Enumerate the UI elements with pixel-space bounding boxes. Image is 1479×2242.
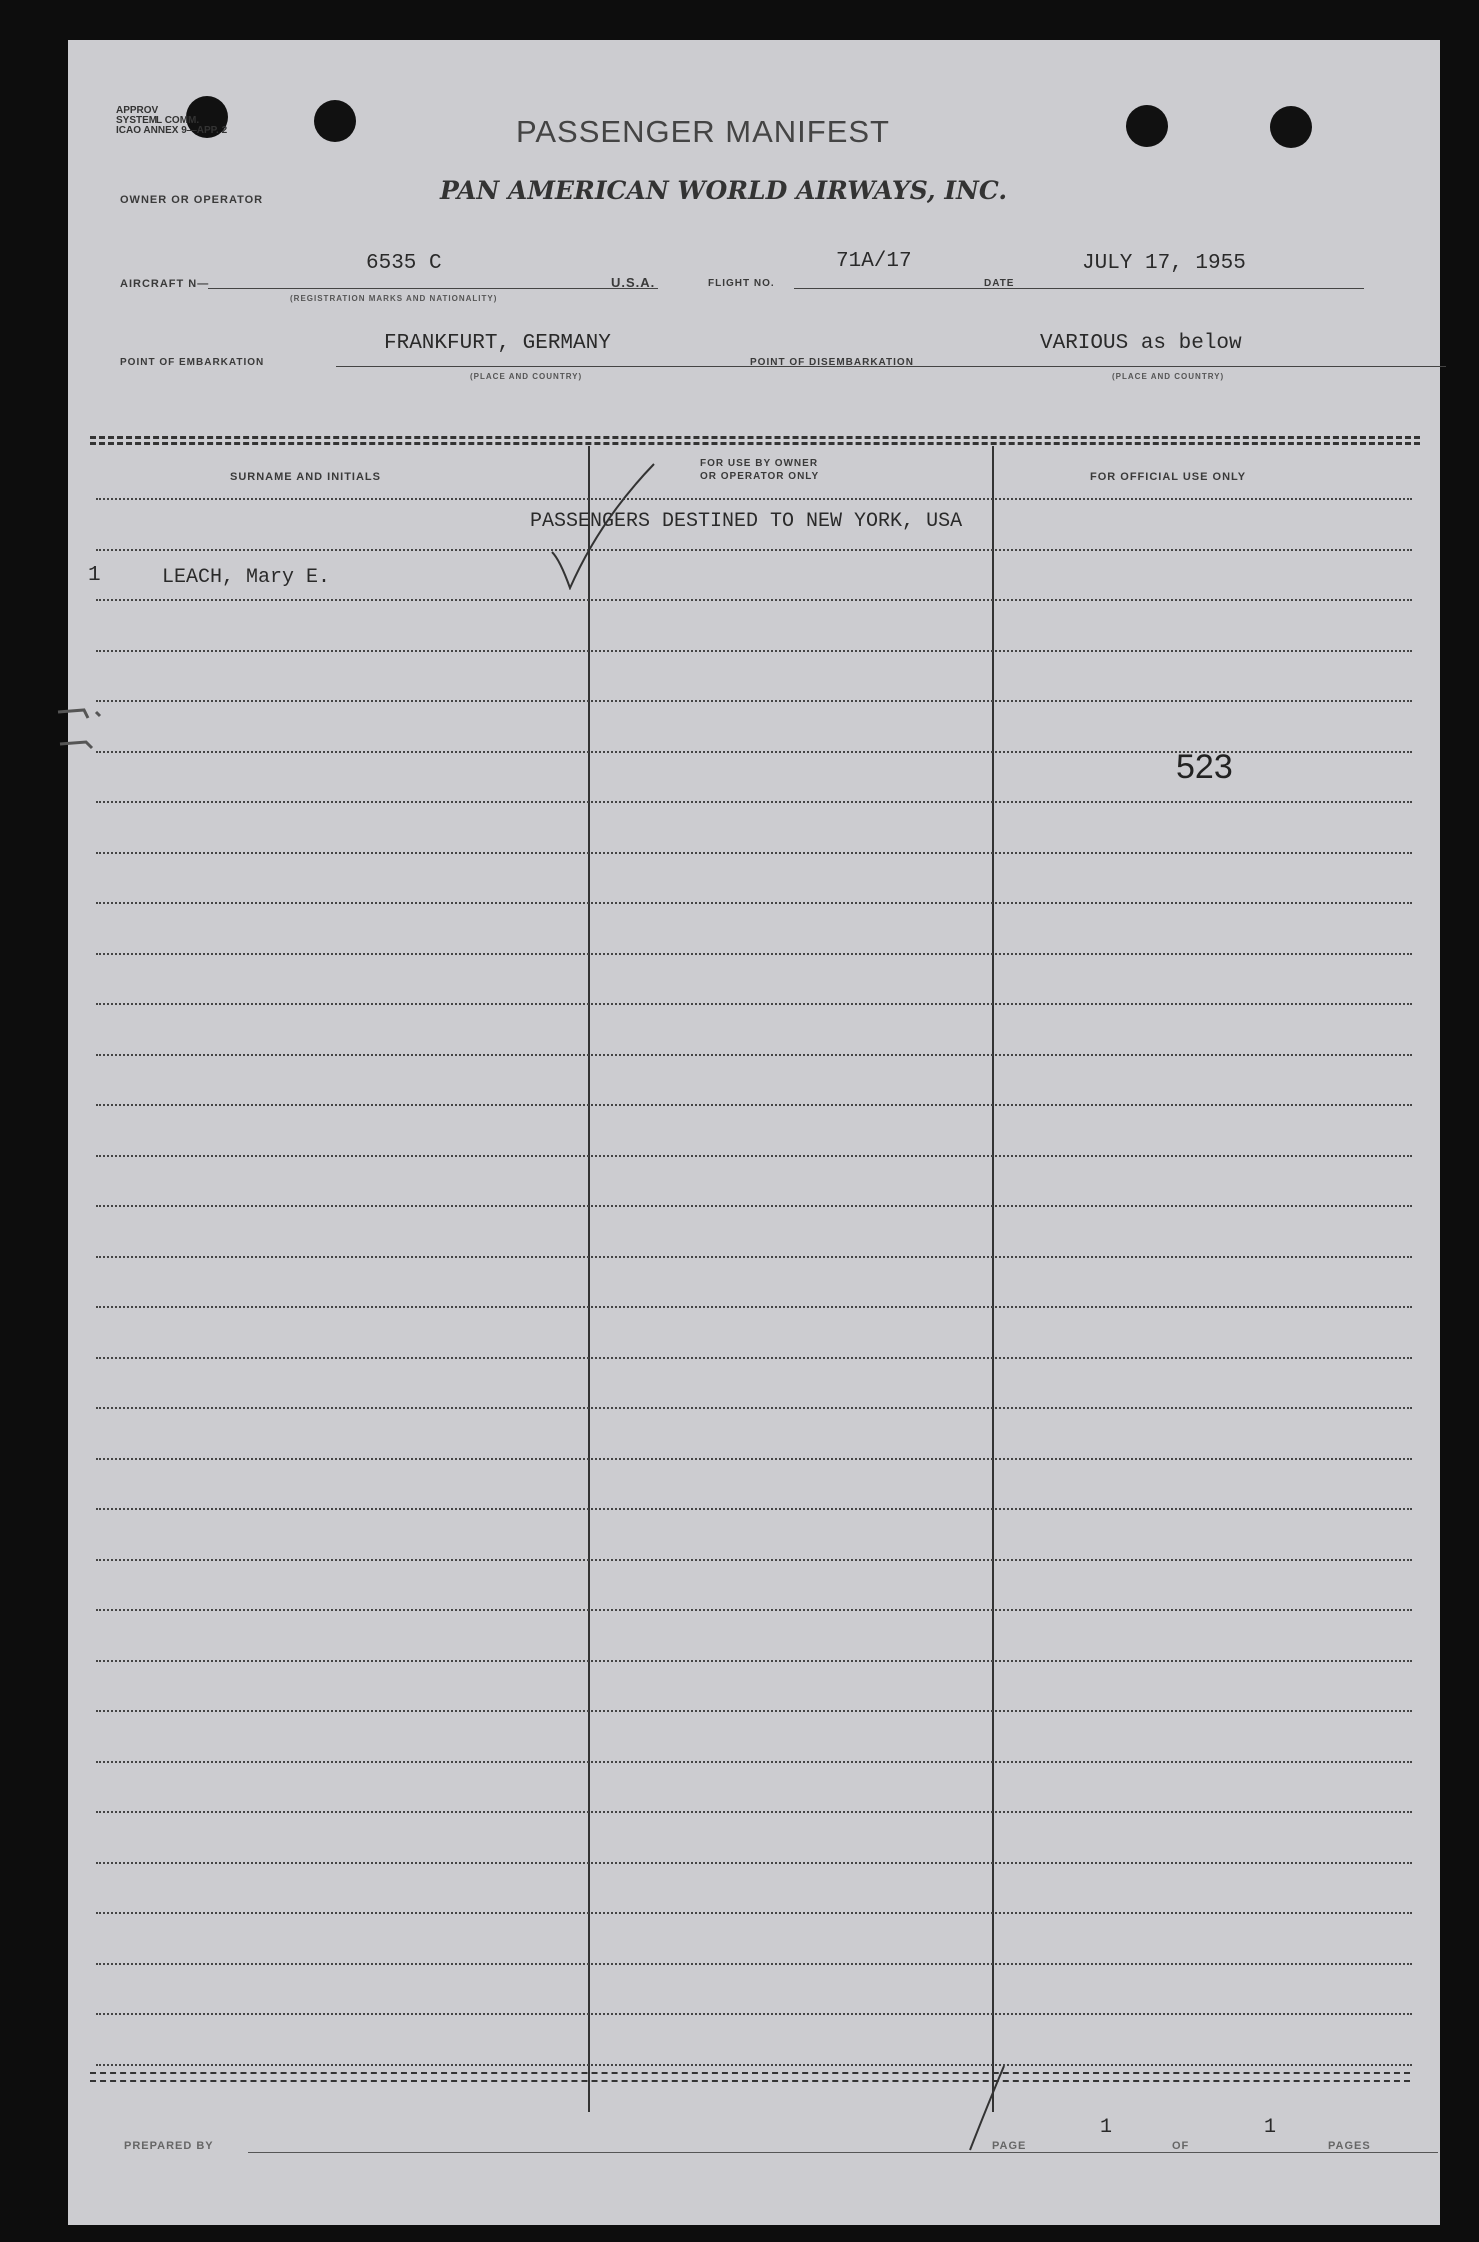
table-bottom-rule xyxy=(90,2072,1410,2074)
table-row-line xyxy=(96,1660,1412,1662)
section-note: PASSENGERS DESTINED TO NEW YORK, USA xyxy=(530,510,963,533)
table-row-line xyxy=(96,1862,1412,1864)
table-top-rule xyxy=(90,436,1420,439)
table-row-line xyxy=(96,1963,1412,1965)
disembark-sublabel: (PLACE AND COUNTRY) xyxy=(1112,372,1225,381)
manifest-sheet xyxy=(68,40,1440,2225)
table-row-line xyxy=(96,700,1412,702)
table-row-line xyxy=(96,1357,1412,1359)
table-row-line xyxy=(96,1811,1412,1813)
date-value: JULY 17, 1955 xyxy=(1082,252,1246,275)
table-row-line xyxy=(96,852,1412,854)
disembark-label: POINT OF DISEMBARKATION xyxy=(750,357,914,368)
aircraft-label: AIRCRAFT N— xyxy=(120,278,210,290)
table-row-line xyxy=(96,1912,1412,1914)
prepared-underline xyxy=(248,2152,1438,2153)
of-label: OF xyxy=(1172,2140,1190,2152)
table-row-line xyxy=(96,953,1412,955)
table-row-line xyxy=(96,1559,1412,1561)
table-row-line xyxy=(96,1407,1412,1409)
table-bottom-rule xyxy=(90,2080,1410,2082)
table-row-line xyxy=(96,2064,1412,2066)
table-row-line xyxy=(96,801,1412,803)
punch-hole xyxy=(314,100,356,142)
disembark-value: VARIOUS as below xyxy=(1040,332,1242,355)
flight-label: FLIGHT NO. xyxy=(708,278,775,289)
of-value: 1 xyxy=(1264,2116,1277,2139)
prepared-label: PREPARED BY xyxy=(124,2140,214,2152)
table-row-line xyxy=(96,2013,1412,2015)
pages-label: PAGES xyxy=(1328,2140,1371,2152)
col-header-owner-line1: FOR USE BY OWNER xyxy=(700,458,819,469)
passenger-name: LEACH, Mary E. xyxy=(162,566,331,589)
owner-value: PAN AMERICAN WORLD AIRWAYS, INC. xyxy=(440,176,1008,205)
table-row-line xyxy=(96,1256,1412,1258)
table-row-line xyxy=(96,1054,1412,1056)
table-row-line xyxy=(96,1003,1412,1005)
flight-value: 71A/17 xyxy=(836,250,912,273)
page-title: PASSENGER MANIFEST xyxy=(516,114,890,149)
table-row-line xyxy=(96,1508,1412,1510)
page-label: PAGE xyxy=(992,2140,1027,2152)
embark-value: FRANKFURT, GERMANY xyxy=(384,332,611,355)
aircraft-underline xyxy=(208,288,658,289)
aircraft-sublabel: (REGISTRATION MARKS AND NATIONALITY) xyxy=(290,294,498,303)
punch-hole xyxy=(1270,106,1312,148)
col-header-surname: SURNAME AND INITIALS xyxy=(230,471,381,483)
official-number: 523 xyxy=(1176,748,1233,786)
table-row-line xyxy=(96,599,1412,601)
punch-hole xyxy=(1126,105,1168,147)
table-row-line xyxy=(96,650,1412,652)
date-label: DATE xyxy=(984,278,1015,289)
flight-underline xyxy=(794,288,1364,289)
table-row-line xyxy=(96,1761,1412,1763)
approval-stamp xyxy=(116,106,227,136)
table-row-line xyxy=(96,498,1412,500)
table-row-line xyxy=(96,549,1412,551)
table-row-line xyxy=(96,902,1412,904)
aircraft-value: 6535 C xyxy=(366,252,442,275)
table-row-line xyxy=(96,1205,1412,1207)
approval-line: ICAO ANNEX 9—APP. 2 xyxy=(116,125,228,136)
check-mark-icon xyxy=(550,460,660,590)
col-header-official: FOR OFFICIAL USE ONLY xyxy=(1090,471,1247,483)
usa-label: U.S.A. xyxy=(611,275,656,290)
owner-label: OWNER OR OPERATOR xyxy=(120,194,264,206)
approval-line: SYSTEM xyxy=(116,115,158,126)
table-row-line xyxy=(96,1458,1412,1460)
row-number: 1 xyxy=(88,564,101,587)
table-row-line xyxy=(96,1306,1412,1308)
col-header-owner-line2: OR OPERATOR ONLY xyxy=(700,471,820,482)
embark-label: POINT OF EMBARKATION xyxy=(120,357,265,368)
margin-mark-icon xyxy=(56,700,116,760)
page-value: 1 xyxy=(1100,2116,1113,2139)
table-row-line xyxy=(96,1104,1412,1106)
table-row-line xyxy=(96,1609,1412,1611)
approval-line: APPROV xyxy=(116,105,159,116)
approval-line: L COMM. xyxy=(156,115,200,126)
embark-sublabel: (PLACE AND COUNTRY) xyxy=(470,372,583,381)
table-row-line xyxy=(96,1710,1412,1712)
table-top-rule xyxy=(90,442,1420,445)
table-row-line xyxy=(96,1155,1412,1157)
